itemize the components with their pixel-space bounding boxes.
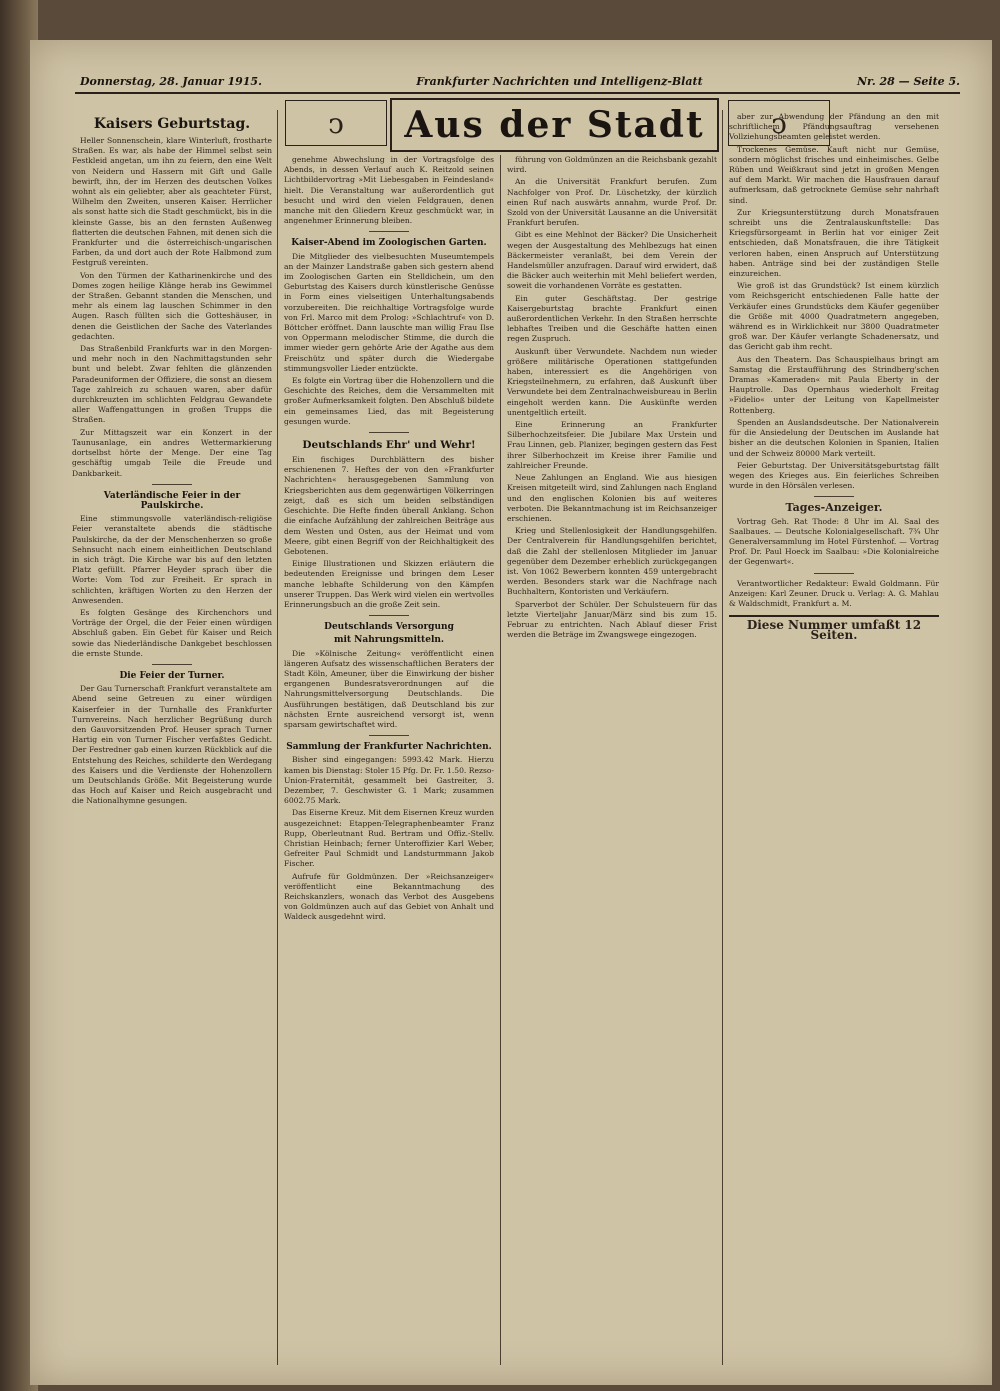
tages-entry: Vortrag Geh. Rat Thode: 8 Uhr im Al. Saal des Saalbaues. — Deutsche Kolonialgesellschaft. 7¾ Uhr Generalversammlung im Hotel Fürstenhof. — Vortrag Prof. Dr. Paul Hoeck im Saalbau: »Die Kolonialreiche der Gegenwart«. xyxy=(729,516,939,567)
masthead-paper: Frankfurter Nachrichten und Intelligenz-Blatt xyxy=(416,74,703,88)
article-paragraph: Spenden an Auslandsdeutsche. Der Nationalverein für die Ansiedelung der Deutschen im Auslande hat bisher an die deutschen Kolonien in Spanien, Italien und der Schweiz 80000 Mark verteilt. xyxy=(729,417,939,458)
separator xyxy=(152,484,192,485)
article-paragraph: Es folgten Gesänge des Kirchenchors und Vorträge der Orgel, die der Feier einen würdigen Abschluß gaben. Ein Gebet für Kaiser und Reich sowie das Niederländische Dankgebet beschlossen die ernste Stunde. xyxy=(72,607,272,658)
ornament-left: ↄ xyxy=(285,100,387,146)
separator xyxy=(369,231,409,232)
article-paragraph: Bisher sind eingegangen: 5993.42 Mark. Hierzu kamen bis Dienstag: Stoler 15 Pfg. Dr. Fr. 1.50. Rezso-Union-Fraternität, gesammelt bei Gastreiter, 3. Dezember, 7. Geschwister G. 1 Mark; zusammen 6002.75 Mark. xyxy=(284,755,495,806)
article-paragraph: Wie groß ist das Grundstück? Ist einem kürzlich vom Reichsgericht entschiedenen Falle hatte der Verkäufer eines Grundstücks dem Käufer gegenüber die Größe mit 4000 Quadratmetern angegeben, während es in Wirklichkeit nur 3800 Quadratmeter groß war. Der Käufer verlangte Schadenersatz, und das Gericht gab ihm recht. xyxy=(729,281,939,352)
article-paragraph: Aufrufe für Goldmünzen. Der »Reichsanzeiger« veröffentlicht eine Bekanntmachung des Reichskanzlers, wonach das Verbot des Ausgebens von Goldmünzen auch auf das Gebiet von Anhalt und Waldeck ausgedehnt wird. xyxy=(284,871,494,922)
article-paragraph: Zur Kriegsunterstützung durch Monatsfrauen schreibt uns die Zentralauskunftstelle: Das Kriegsfürsorgeamt in Berlin hat vor einiger Zeit entschieden, daß Monatsfrauen, die ihre Tätigkeit verloren haben, einen Anspruch auf Unterstützung haben. Anträge sind bei der zuständigen Stelle einzureichen. xyxy=(729,207,939,279)
article-paragraph: führung von Goldmünzen an die Reichsbank gezahlt wird. xyxy=(507,155,717,175)
headline-versorgung-sub: mit Nahrungsmitteln. xyxy=(333,635,445,646)
article-paragraph: Neue Zahlungen an England. Wie aus hiesigen Kreisen mitgeteilt wird, sind Zahlungen nach England und den englischen Kolonien bis auf weiteres verboten. Die Bekanntmachung ist im Reichsanzeiger erschienen. xyxy=(507,473,717,523)
article-paragraph: Auskunft über Verwundete. Nachdem nun wieder größere militärische Operationen stattgefunden haben, interessiert es die Angehörigen von Kriegsteilnehmern, zu erfahren, daß Auskunft über Verwundete bei dem Zentralnachweisbureau in Berlin eingeholt werden kann. Die Auskünfte werden unentgeltlich erteilt. xyxy=(507,346,717,417)
headline-ehr-und-wehr: Deutschlands Ehr' und Wehr! xyxy=(302,439,476,452)
column-1 xyxy=(72,112,272,809)
separator xyxy=(152,664,192,665)
article-paragraph: Gibt es eine Mehlnot der Bäcker? Die Unsicherheit wegen der Ausgestaltung des Mehlbezugs hat einen Bäckermeister veranlaßt, bei dem Verein der Handelsmüller anzufragen. Darauf wird erwidert, daß die Bäcker auch weiterhin mit Mehl beliefert werden, soweit die vorhandenen Vorräte es gestatten. xyxy=(507,230,717,291)
article-paragraph: An die Universität Frankfurt berufen. Zum Nachfolger von Prof. Dr. Lüschetzky, der kürzlich einen Ruf nach auswärts annahm, wurde Prof. Dr. Szold von der Universität Lausanne an die Universität Frankfurt berufen. xyxy=(507,177,717,228)
separator xyxy=(369,615,409,616)
article-paragraph: Die »Kölnische Zeitung« veröffentlicht einen längeren Aufsatz des wissenschaftlichen Beraters der Stadt Köln, Ameuner, über die Einwirkung der bisher ergangenen Bundesratsverordnungen auf die Nahrungsmittelversorgung Deutschlands. Die Ausführungen bestätigen, daß Deutschland bis zur nächsten Ernte ausreichend versorgt ist, wenn sparsam gewirtschaftet wird. xyxy=(284,648,494,729)
column-2 xyxy=(284,155,494,925)
article-paragraph: Krieg und Stellenlosigkeit der Handlungsgehilfen. Der Centralverein für Handlungsgehilfen berichtet, daß die Zahl der stellenlosen Mitglieder im Januar gegenüber dem Dezember erheblich zurückgegangen ist. Von 1062 Bewerbern konnten 459 untergebracht werden. Besonders stark war die Nachfrage nach Buchhaltern, Kontoristen und Verkäufern. xyxy=(507,526,717,597)
article-paragraph: Eine Erinnerung an Frankfurter Silberhochzeitsfeier. Die Jubilare Max Urstein und Frau Linnen, geb. Planizer, begingen gestern das Fest ihrer Silberhochzeit im Kreise ihrer Familie und zahlreicher Freunde. xyxy=(507,420,717,470)
column-divider xyxy=(277,110,278,1365)
masthead-date: Donnerstag, 28. Januar 1915. xyxy=(80,74,262,88)
column-3 xyxy=(507,155,717,642)
article-paragraph: genehme Abwechslung in der Vortragsfolge des Abends, in dessen Verlauf auch K. Reitzold seinen Lichtbildervortrag »Mit Liebesgaben in Feindesland« hielt. Die Veranstaltung war außerordentlich gut besucht und wird den vielen Feldgrauen, denen manche mit den Gliedern Kreuz geschmückt war, in angenehmer Erinnerung bleiben. xyxy=(284,155,494,226)
separator xyxy=(814,496,854,497)
article-paragraph: Das Straßenbild Frankfurts war in den Morgen- und mehr noch in den Nachmittagstunden sehr bunt und belebt. Zwar fehlten die glänzenden Paradeuniformen der Offiziere, die sonst an diesem Tage zahlreich zu schauen waren, aber dafür durchkreuzten im schlichten Feldgrau Gewandete aller Waffengattungen in großen Trupps die Straßen. xyxy=(72,344,272,425)
article-paragraph: aber zur Abwendung der Pfändung an den mit schriftlichem Pfändungsauftrag versehenen Vollziehungsbeamten geleistet werden. xyxy=(729,112,939,142)
article-paragraph: Die Mitglieder des vielbesuchten Museumtempels an der Mainzer Landstraße gaben sich gestern abend im Zoologischen Garten ein Stelldichein, um den Geburtstag des Kaisers durch künstlerische Genüsse in Form eines vielseitigen Unterhaltungsabends vorzubereiten. Die reichhaltige Vortragsfolge wurde von Frl. Marco mit dem Prolog: »Schlachtruf« von D. Böttcher eröffnet. Dann lauschte man willig Frau Ilse von Oppermann melodischer Stimme, die durch die immer wieder gern gehörte Arie der Agathe aus dem Freischütz und später durch die Wiedergabe stimmungsvoller Lieder entzückte. xyxy=(284,251,494,373)
article-paragraph: Der Gau Turnerschaft Frankfurt veranstaltete am Abend seine Getreuen zu einer würdigen Kaiserfeier in der Turnhalle des Frankfurter Turnvereins. Nach herzlicher Begrüßung durch den Gauvorsitzenden Prof. Heuser sprach Turner Hartig ein von Turner Fischer verfaßtes Gedicht. Der Festredner gab einen kurzen Rückblick auf die Entstehung des Reiches, schilderte den Werdegang des Kaisers und die Verdienste der Hohenzollern um Deutschlands Größe. Mit Begeisterung wurde das Hoch auf Kaiser und Reich ausgebracht und die Nationalhymne gesungen. xyxy=(72,684,272,806)
article-paragraph: Ein fischiges Durchblättern des bisher erschienenen 7. Heftes der von den »Frankfurter Nachrichten« herausgegebenen Sammlung von Kriegsberichten aus dem gegenwärtigen Völkerringen zeigt, daß es sich um beiden selbständigen Geschichte. Die Hefte finden überall Anklang. Schon die einfache Aufzählung der zahlreichen Beiträge aus dem Westen und Osten, aus der Heimat und vom Meere, gibt einen Begriff von der Reichhaltigkeit des Gebotenen. xyxy=(284,455,494,556)
column-divider xyxy=(500,155,501,1365)
article-paragraph: Feier Geburtstag. Der Universitätsgeburtstag fällt wegen des Krieges aus. Ein feierliches Schreiben wurde in den Hörsälen verlesen. xyxy=(729,460,939,491)
article-paragraph: Das Eiserne Kreuz. Mit dem Eisernen Kreuz wurden ausgezeichnet: Etappen-Telegraphenbeamter Franz Rupp, Oberleutnant Rud. Bertram und Offiz.-Stellv. Christian Heinbach; ferner Unteroffizier Karl Weber, Gefreiter Paul Schmidt und Landsturmmann Jakob Fischer. xyxy=(284,808,494,869)
column-divider xyxy=(722,110,723,1365)
ornament-right: ↄ xyxy=(728,100,830,146)
masthead-page: Nr. 28 — Seite 5. xyxy=(857,74,960,88)
column-4 xyxy=(729,112,939,641)
headline-kaiser-abend: Kaiser-Abend im Zoologischen Garten. xyxy=(291,238,487,249)
separator xyxy=(369,432,409,433)
top-rule xyxy=(75,92,960,94)
headline-sammlung: Sammlung der Frankfurter Nachrichten. xyxy=(286,742,492,753)
headline-kaisers-geburtstag: Kaisers Geburtstag. xyxy=(93,116,251,132)
section-title: Aus der Stadt xyxy=(390,98,719,152)
article-paragraph: Ein guter Geschäftstag. Der gestrige Kaisergeburtstag brachte Frankfurt einen außerordentlichen Verkehr. In den Straßen herrschte lebhaftes Treiben und die Geschäfte hatten einen regen Zuspruch. xyxy=(507,293,717,344)
masthead xyxy=(80,70,960,92)
tages-anzeiger-title: Tages-Anzeiger. xyxy=(785,501,883,515)
article-paragraph: Von den Türmen der Katharinenkirche und des Domes zogen heilige Klänge herab ins Gewimmel der Straßen. Gebannt standen die Menschen, und mehr als einem lag lauschen Schimmer in den Augen. Rasch füllten sich die Gotteshäuser, in denen die Geistlichen der Sache des Vaterlandes gedachten. xyxy=(72,270,272,341)
article-paragraph: Eine stimmungsvolle vaterländisch-religiöse Feier veranstaltete abends die städtische Paulskirche, da der der Menschenherzen so große Sehnsucht nach einem einheitlichen Deutschland in sich trägt. Die Kirche war bis auf den letzten Platz gefüllt. Pfarrer Heyder sprach über die Worte: Vom Tod zur Freiheit. Er sprach in schlichten, kräftigen Worten zu den Herzen der Anwesenden. xyxy=(72,514,272,605)
separator xyxy=(369,735,409,736)
article-paragraph: Aus den Theatern. Das Schauspielhaus bringt am Samstag die Erstaufführung des Strindberg'schen Dramas »Kameraden« mit Paula Eberty in der Hauptrolle. Das Opernhaus wiederholt Freitag »Fidelio« unter der Leitung von Kapellmeister Rottenberg. xyxy=(729,354,939,415)
headline-versorgung: Deutschlands Versorgung xyxy=(324,622,454,633)
article-paragraph: Zur Mittagszeit war ein Konzert in der Taunusanlage, ein andres Wettermarkierung dortselbst hörte der Menge. Der eine Tag geschäftig umgab Teile die Freude und Dankbarkeit. xyxy=(72,427,272,478)
separator xyxy=(814,573,854,574)
imprint: Verantwortlicher Redakteur: Ewald Goldmann. Für Anzeigen: Karl Zeuner. Druck u. Verlag: A. G. Mahlau & Waldschmidt, Frankfurt a. M. xyxy=(729,578,939,608)
headline-paulskirche: Vaterländische Feier in der Paulskirche. xyxy=(103,490,241,511)
headline-turner: Die Feier der Turner. xyxy=(119,670,225,681)
article-paragraph: Trockenes Gemüse. Kauft nicht nur Gemüse, sondern möglichst frisches und einheimisches. Gelbe Rüben und Weißkraut sind jetzt in großen Mengen auf dem Markt. Wir machen die Hausfrauen darauf aufmerksam, daß getrocknete Gemüse sehr nahrhaft sind. xyxy=(729,144,939,205)
article-paragraph: Es folgte ein Vortrag über die Hohenzollern und die Geschichte des Reiches, dem die Versammelten mit großer Aufmerksamkeit folgten. Den Abschluß bildete ein gemeinsames Lied, das mit Begeisterung gesungen wurde. xyxy=(284,376,494,426)
article-paragraph: Sparverbot der Schüler. Der Schulsteuern für das letzte Vierteljahr Januar/März sind bis zum 15. Februar zu entrichten. Nach Ablauf dieser Frist werden die Beträge im Zwangswege eingezogen. xyxy=(507,599,717,640)
article-paragraph: Einige Illustrationen und Skizzen erläutern die bedeutenden Ereignisse und bringen dem Leser manche lebhafte Schilderung von den Kämpfen unserer Truppen. Das Werk wird vielen ein wertvolles Erinnerungsbuch an die große Zeit sein. xyxy=(284,559,494,609)
footer-page-count: Diese Nummer umfaßt 12 Seiten. xyxy=(729,615,939,640)
article-paragraph: Heller Sonnenschein, klare Winterluft, frostharte Straßen. Es war, als habe der Himmel selbst sein Festkleid angetan, um ihn zu feiern, den eine Welt von Neidern und Hassern mit Gift und Galle bewirft, ihn, der im Herzen des deutschen Volkes wohnt als ein geliebter, aber als geachteter Fürst, Wilhelm den Zweiten, unseren Kaiser. Herrlicher als sonst hatte sich die Stadt geschmückt, bis in die kleinste Gasse, bis an den fernsten Außenweg flatterten die deutschen Fahnen, mit denen sich die Frankfurter und die österreichisch-ungarischen Farben, da und dort auch der Rote Halbmond zum Festgruß vereinten. xyxy=(72,136,272,268)
